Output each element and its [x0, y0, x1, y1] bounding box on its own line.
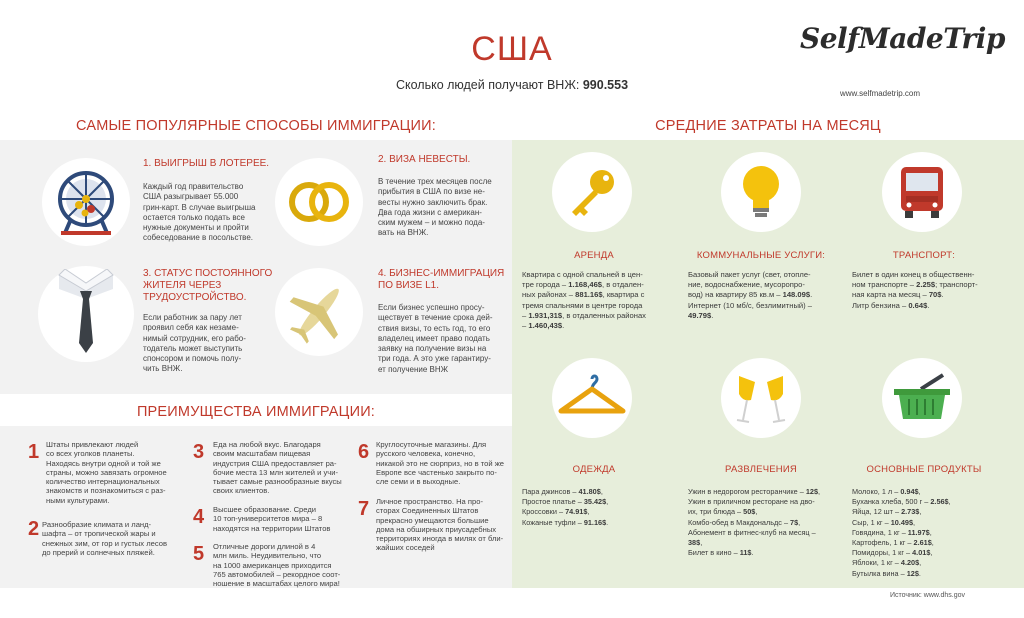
benefits-section-title: ПРЕИМУЩЕСТВА ИММИГРАЦИИ:	[136, 404, 376, 420]
immigration-item-title-4: 4. БИЗНЕС-ИММИГРАЦИЯ ПО ВИЗЕ L1.	[378, 268, 505, 291]
immigration-item-title-2: 2. ВИЗА НЕВЕСТЫ.	[378, 154, 471, 165]
transport-text: Билет в один конец в общественн- ном транспорте – 2.25$; транспорт- ная карта на месяц – 70$. Литр бензина – 0.64$.	[852, 270, 978, 310]
wedding-rings-icon	[275, 158, 363, 246]
hanger-icon	[552, 358, 632, 438]
shopping-basket-icon	[882, 358, 962, 438]
utilities-text: Базовый пакет услуг (свет, отопле- ние, водоснабжение, мусоропро- вод) на квартиру 85 кв.м – 148.09$. Интернет (10 мб/с, безлимитный) – 49.79$.	[688, 270, 813, 320]
rent-title: АРЕНДА	[574, 250, 614, 261]
groceries-list: Молоко, 1 л – 0.94$, Буханка хлеба, 500 г – 2.56$, Яйца, 12 шт – 2.73$, Сыр, 1 кг – 10.49$, Говядина, 1 кг – 11.97$, Картофель, 1 кг – 2.61$, Помидоры, 1 кг – 4.01$, Яблоки, 1 кг – 4.20$, Бутылка вина – 12$.	[852, 487, 951, 578]
immigration-section-title: САМЫЕ ПОПУЛЯРНЫЕ СПОСОБЫ ИММИГРАЦИИ:	[76, 118, 436, 134]
shirt-tie-icon	[38, 266, 134, 362]
immigration-item-text-3: Если работник за пару лет проявил себя как незаме- нимый сотрудник, его рабо- тодатель может выступить спонсором и помочь полу- чить ВНЖ.	[143, 313, 246, 374]
champagne-glasses-icon	[721, 358, 801, 438]
brand-logo[interactable]: SelfMadeTrip	[800, 22, 1006, 55]
source-note: Источник: www.dhs.gov	[890, 592, 966, 599]
key-icon	[552, 152, 632, 232]
entertainment-title: РАЗВЛЕЧЕНИЯ	[725, 464, 797, 475]
clothes-list: Пара джинсов – 41.80$, Простое платье – 35.42$, Кроссовки – 74.91$, Кожаные туфли – 91.16$.	[522, 487, 609, 527]
immigration-item-title-1: 1. ВЫИГРЫШ В ЛОТЕРЕЕ.	[143, 158, 270, 169]
transport-title: ТРАНСПОРТ:	[892, 250, 956, 261]
costs-section-title: СРЕДНИЕ ЗАТРАТЫ НА МЕСЯЦ	[655, 118, 881, 134]
immigration-item-text-1: Каждый год правительство США разыгрывает 55.000 грин-карт. В случае выигрыша остается только подать все нужные документы и пройти собеседование в посольстве.	[143, 182, 256, 243]
entertainment-list: Ужин в недорогом ресторанчике – 12$, Ужин в приличном ресторане на дво- их, три блюда – 50$, Комбо-обед в Макдональдс – 7$, Абонемент в фитнес-клуб на месяц – 38$, Билет в кино – 11$.	[688, 487, 821, 558]
subtitle-value: 990.553	[582, 78, 629, 92]
clothes-title: ОДЕЖДА	[572, 464, 616, 475]
light-bulb-icon	[721, 152, 801, 232]
immigration-item-text-2: В течение трех месяцев после прибытия в США по визе не- весты нужно заключить брак. Два года жизни с американ- ским мужем – и можно пода- вать на ВНЖ.	[378, 177, 492, 238]
subtitle-label: Сколько людей получают ВНЖ:	[395, 78, 580, 92]
brand-url[interactable]: www.selfmadetrip.com	[840, 89, 921, 98]
utilities-title: КОММУНАЛЬНЫЕ УСЛУГИ:	[696, 250, 826, 261]
bus-icon	[882, 152, 962, 232]
lottery-drum-icon	[42, 158, 130, 246]
rent-text: Квартира с одной спальней в цен- тре города – 1.168,46$, в отдален- ных районах – 881.16$, квартира с тремя спальнями в центре города – 1.931,31$, в отдаленных районах – 1.460,43$.	[522, 270, 646, 331]
page-title: США	[471, 30, 553, 68]
groceries-title: ОСНОВНЫЕ ПРОДУКТЫ	[866, 464, 982, 475]
immigration-item-title-3: 3. СТАТУС ПОСТОЯННОГО ЖИТЕЛЯ ЧЕРЕЗ ТРУДОУСТРОЙСТВО.	[143, 268, 273, 303]
airplane-icon	[275, 268, 363, 356]
immigration-item-text-4: Если бизнес успешно просу- ществует в течение срока дей- ствия визы, то есть год, то его владелец имеет право подать заявку на получение визы на три года. А это уже гарантиру- ет получение ВНЖ	[378, 303, 493, 374]
